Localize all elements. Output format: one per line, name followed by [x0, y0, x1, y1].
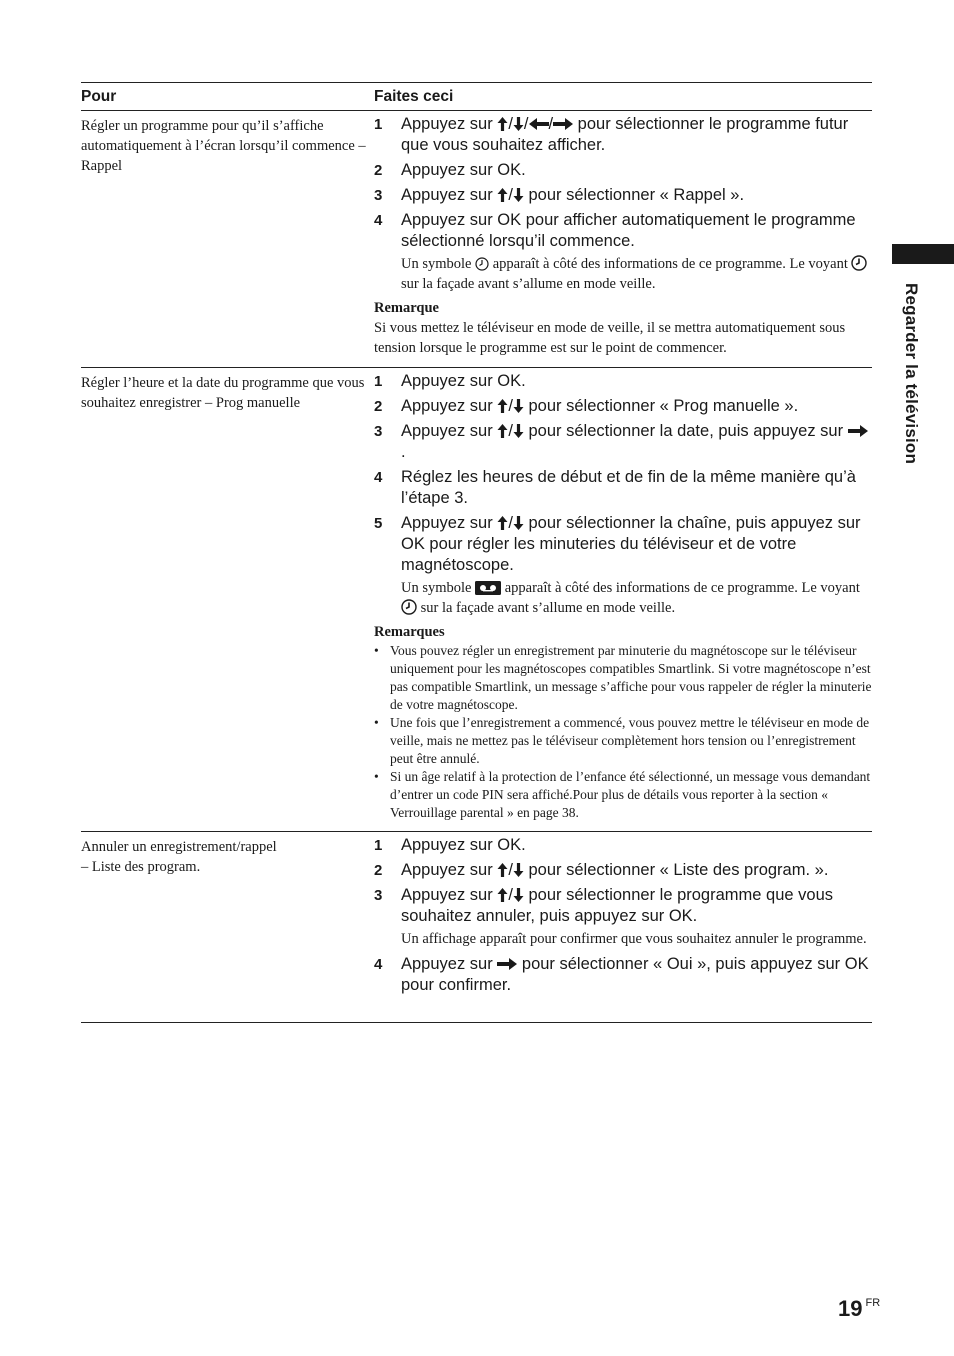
table-header [81, 83, 872, 111]
step: 1 Appuyez sur / / / pour sélectionner le programme futur que vous souhaitez afficher. [374, 115, 849, 154]
left-arrow-icon [529, 118, 549, 130]
down-arrow-icon [513, 516, 524, 530]
down-arrow-icon [513, 424, 524, 438]
remark-bullet: • Vous pouvez régler un enregistrement par minuterie du magnétoscope sur le téléviseur uniquement pour les magnétoscopes compatibles Smartlink. Si votre magnétoscope n’est pas compatible Smartlink, un message s’affiche pour vous rappeler de régler la minuterie de votre magnétoscope. [374, 643, 872, 712]
step-note: Un symbole apparaît à côté des informations de ce programme. Le voyant sur la façade avant s’allume en mode veille. [401, 580, 860, 616]
steps-cell [374, 111, 872, 367]
page-number: 19 $^{FR}$ [838, 1296, 881, 1321]
remark-text: Si vous mettez le téléviseur en mode de veille, il se mettra automatiquement sous tension lorsque le programme est sur le point de commencer. [374, 320, 846, 356]
down-arrow-icon [513, 888, 524, 902]
up-arrow-icon [497, 863, 508, 877]
step: 2 Appuyez sur OK. [374, 161, 526, 179]
task-description: Régler un programme pour qu’il s’affiche automatiquement à l’écran lorsqu’il commence – Rappel [81, 118, 366, 174]
up-arrow-icon [497, 424, 508, 438]
right-arrow-icon [553, 118, 573, 130]
table-row [81, 832, 872, 1023]
remark-title: Remarque [374, 300, 439, 316]
down-arrow-icon [513, 399, 524, 413]
step: 3 Appuyez sur / pour sélectionner le programme que vous souhaitez annuler, puis appuyez sur OK. [374, 886, 833, 925]
down-arrow-icon [513, 863, 524, 877]
step: 2 Appuyez sur / pour sélectionner « Liste des program. ». [374, 861, 829, 879]
instruction-table [81, 82, 872, 1023]
up-arrow-icon [497, 188, 508, 202]
remark-bullet: • Une fois que l’enregistrement a commencé, vous pouvez mettre le téléviseur en mode de veille, mais ne mettez pas le téléviseur complètement hors tension ou l’enregistrement peut être annulé. [374, 715, 870, 766]
step: 4 Appuyez sur OK pour afficher automatiquement le programme sélectionné lorsqu’il commence. [374, 211, 856, 250]
up-arrow-icon [497, 888, 508, 902]
column-header-pour: Pour [81, 87, 117, 105]
down-arrow-icon [513, 117, 524, 131]
step-note: Un symbole apparaît à côté des informations de ce programme. Le voyant sur la façade avant s’allume en mode veille. [401, 254, 872, 294]
right-arrow-icon [848, 425, 868, 437]
section-title: Regarder la télévision [902, 283, 921, 465]
reminder-clock-icon [475, 257, 489, 271]
tape-recording-icon [475, 581, 501, 595]
step: 3 Appuyez sur / pour sélectionner la date, puis appuyez sur . [374, 421, 872, 463]
column-header-faites-ceci: Faites ceci [374, 87, 454, 105]
step: 1 Appuyez sur OK. [374, 836, 526, 854]
right-arrow-icon [497, 958, 517, 970]
up-arrow-icon [497, 516, 508, 530]
standby-timer-led-icon [851, 255, 867, 271]
up-arrow-icon [497, 117, 508, 131]
step: 2 Appuyez sur / pour sélectionner « Prog manuelle ». [374, 397, 799, 415]
steps-cell [374, 368, 872, 831]
remark-bullet: • Si un âge relatif à la protection de l’enfance été sélectionné, un message vous demandant d’entrer un code PIN sera affiché.Pour plus de détails vous reporter à la section « Verrouillage parental » en page 38. [374, 769, 871, 820]
steps-cell [374, 832, 872, 1022]
step-note: Un affichage apparaît pour confirmer que vous souhaitez annuler le programme. [401, 931, 867, 947]
table-row [81, 111, 872, 368]
up-arrow-icon [497, 399, 508, 413]
down-arrow-icon [513, 188, 524, 202]
step: 4 Appuyez sur pour sélectionner « Oui », puis appuyez sur OK pour confirmer. [374, 955, 869, 994]
step: 1 Appuyez sur OK. [374, 372, 526, 390]
task-description: Annuler un enregistrement/rappel – Liste des program. [81, 839, 277, 875]
step: 5 Appuyez sur / pour sélectionner la chaîne, puis appuyez sur OK pour régler les minuteries du téléviseur et de votre magnétoscope. [374, 514, 861, 574]
standby-timer-led-icon [401, 599, 417, 615]
step: 3 Appuyez sur / pour sélectionner « Rappel ». [374, 186, 745, 204]
task-description: Régler l’heure et la date du programme que vous souhaitez enregistrer – Prog manuelle [81, 375, 365, 411]
remarks-title: Remarques [374, 624, 445, 640]
step: 4 Réglez les heures de début et de fin de la même manière qu’à l’étape 3. [374, 468, 856, 507]
section-tab-marker [892, 244, 954, 264]
table-row [81, 368, 872, 832]
